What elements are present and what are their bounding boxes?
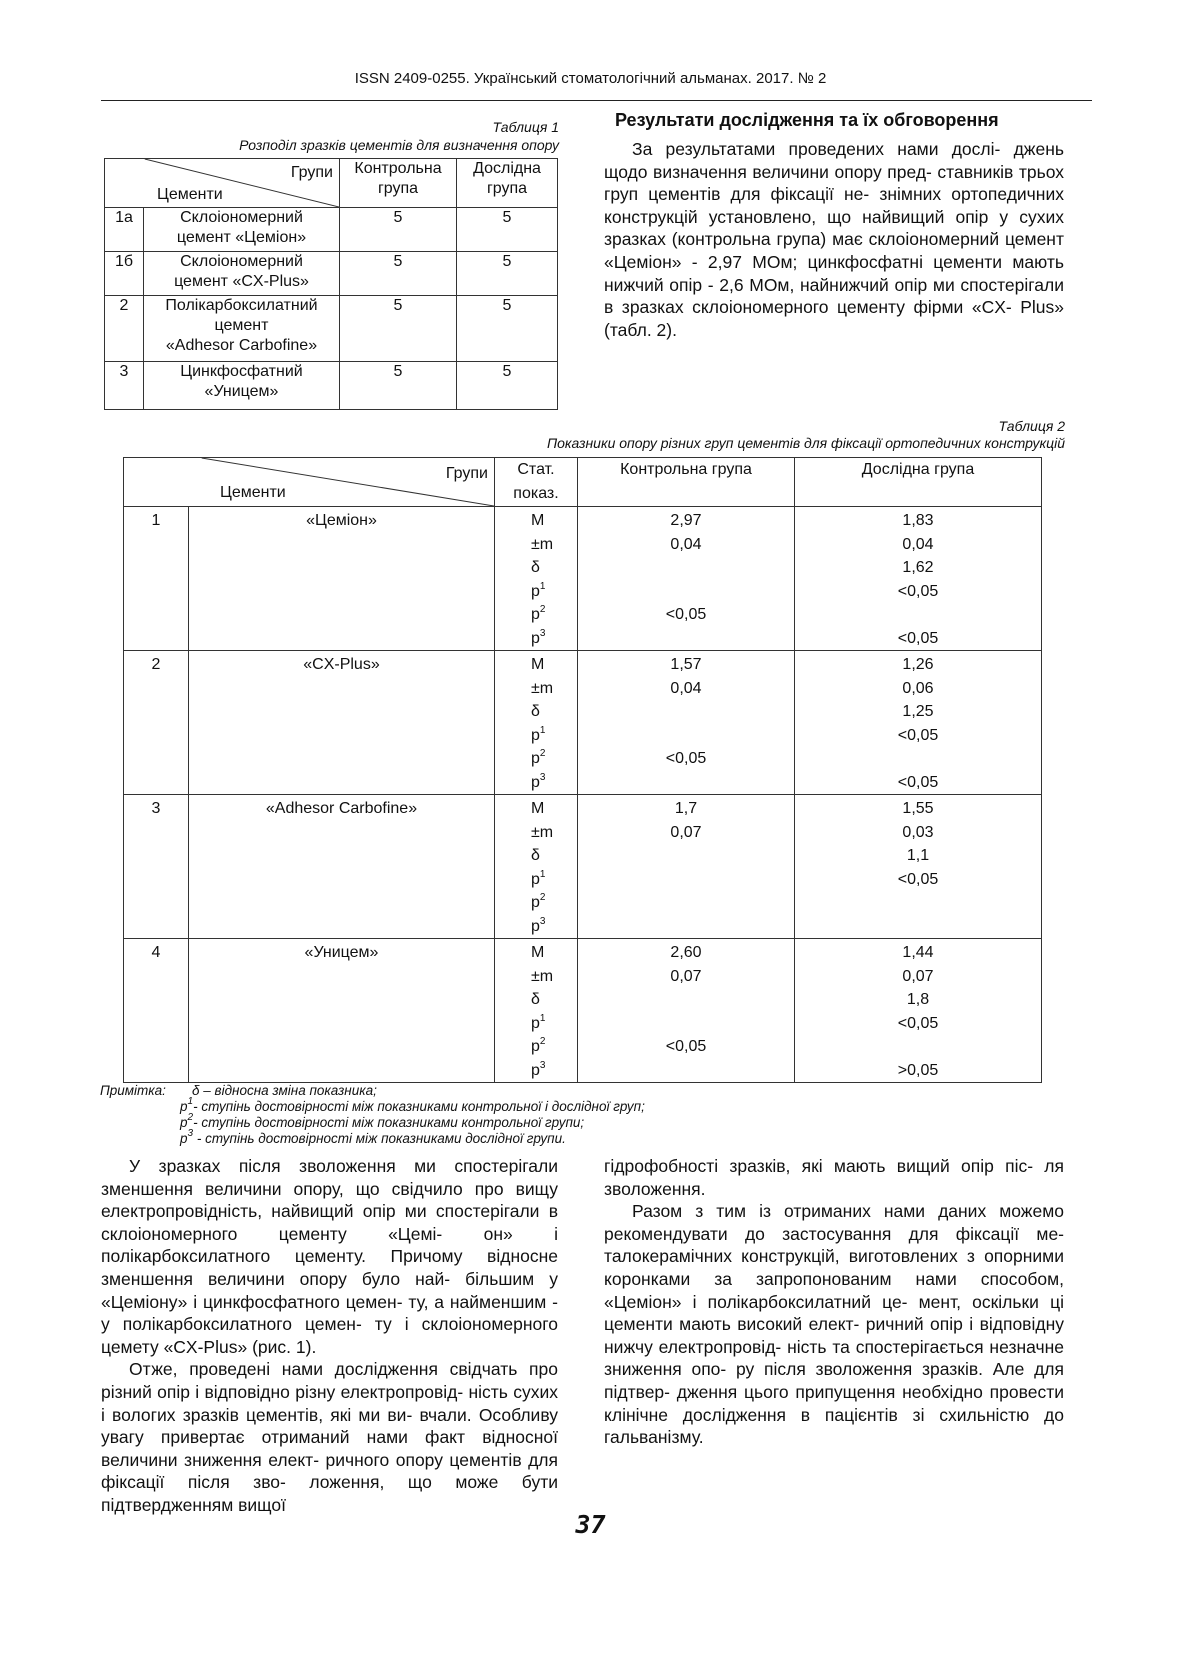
note-symbol: p	[180, 1131, 188, 1146]
stat-value: 1,25	[902, 703, 934, 720]
table2-header-cements: Цементи	[220, 483, 286, 501]
stat-value	[578, 580, 794, 604]
stat-value	[578, 1059, 794, 1083]
stat-value	[578, 556, 794, 580]
stat-value: <0,05	[897, 726, 939, 744]
experimental-values	[795, 651, 1042, 795]
stat-symbol: p	[531, 629, 540, 647]
stat-value: 1,8	[906, 991, 930, 1008]
note-symbol: p	[180, 1115, 188, 1130]
table2-header-groups: Групи	[445, 465, 488, 482]
stat-symbol: p	[531, 1038, 540, 1055]
stat-value: <0,05	[897, 582, 939, 600]
name-line: «Уницем»	[204, 383, 279, 400]
stat-symbol: p	[531, 917, 540, 935]
stat-superscript: 3	[539, 915, 546, 927]
stat-value	[795, 603, 1041, 627]
stat-superscript: 2	[539, 604, 546, 615]
stat-superscript: 3	[539, 771, 546, 783]
stat-value	[578, 915, 794, 939]
stat-value	[578, 700, 794, 724]
stat-label	[531, 677, 577, 701]
stat-symbol: ±m	[531, 535, 554, 553]
note-prefix: Примітка:	[100, 1083, 166, 1098]
body-right-column	[604, 1155, 1064, 1449]
row-id: 1	[124, 507, 189, 651]
cement-name: «Уницем»	[189, 939, 495, 1083]
stat-label	[531, 509, 577, 533]
stat-value	[795, 891, 1041, 915]
stat-value: 0,04	[902, 535, 934, 553]
table-row	[105, 252, 558, 296]
results-paragraph: За результатами проведених нами дослі- джень щодо визначення величини опору пред- ставників трьох груп цементів для фіксації не- знімних ортопедичних конструкцій установлено, що найвищий опір у сухих зразках (контрольна група) має склоіономерний цемент «Цеміон» - 2,97 МОм; цинкфосфатні цементи мають нижчий опір - 2,6 МОм, найнижчий опір ми спостерігали в зразках склоіономерного цементу фірми «CX- Plus» (табл. 2).	[604, 139, 1064, 340]
stat-value	[578, 891, 794, 915]
stat-symbol: p	[531, 894, 540, 911]
stat-symbol: ±m	[531, 967, 554, 985]
table2-caption	[440, 418, 1065, 452]
stat-symbol: M	[531, 656, 545, 673]
stat-value	[578, 844, 794, 868]
experimental-count: 5	[457, 252, 558, 296]
row-id: 4	[124, 939, 189, 1083]
cement-name	[144, 362, 340, 410]
stat-label	[531, 627, 577, 651]
stat-value: 1,7	[674, 800, 698, 817]
stat-symbol: δ	[531, 559, 540, 576]
stat-label	[531, 653, 577, 677]
row-id: 2	[105, 296, 144, 362]
page-number: 37	[575, 1510, 606, 1539]
stat-value	[578, 627, 794, 651]
stat-label	[531, 556, 577, 580]
note-lines	[180, 1083, 645, 1147]
body-paragraph: гідрофобності зразків, які мають вищий опір піс- ля зволоження.	[604, 1156, 1064, 1199]
stat-label	[531, 1012, 577, 1036]
stat-symbol: p	[531, 606, 540, 623]
control-values	[578, 651, 795, 795]
stat-label	[531, 891, 577, 915]
stat-superscript: 2	[539, 748, 546, 759]
stat-labels	[495, 795, 578, 939]
stat-symbol: M	[531, 944, 545, 961]
stat-superscript: 1	[539, 1012, 546, 1024]
body-paragraph: Отже, проведені нами дослідження свідчать про різний опір і відповідно різну електропровід- ність сухих і вологих зразків цементів, які ми ви- вчали. Особливу увагу привертає отриманий нами факт відносної величини зниження елект- ричного опору цементів для фіксації після зво- ложення, що може бути підтвердженням вищої	[101, 1359, 558, 1515]
stat-value: >0,05	[897, 1061, 939, 1079]
note-superscript: 2	[187, 1112, 194, 1123]
table-row	[105, 362, 558, 410]
stat-symbol: p	[531, 1014, 540, 1032]
name-line: Полікарбоксилатний	[165, 297, 318, 314]
stat-value: <0,05	[897, 773, 939, 791]
stat-label	[531, 771, 577, 795]
table1-col-control-l1: Контрольна	[354, 160, 442, 177]
table2-corner-header	[124, 458, 495, 507]
stat-value: 1,55	[902, 800, 934, 817]
stat-label	[531, 868, 577, 892]
stat-symbol: δ	[531, 991, 540, 1008]
name-line: цемент «Цеміон»	[176, 229, 307, 246]
cement-name	[144, 296, 340, 362]
stat-superscript: 3	[539, 1059, 546, 1071]
cement-name: «CX-Plus»	[189, 651, 495, 795]
table2-label: Таблиця 2	[998, 418, 1065, 434]
stat-labels	[495, 507, 578, 651]
note-text: - ступінь достовірності між показниками контрольної групи;	[193, 1115, 585, 1130]
cement-name: «Цеміон»	[189, 507, 495, 651]
stat-label	[531, 1059, 577, 1083]
table1-label: Таблиця 1	[492, 119, 559, 135]
note-line	[180, 1083, 645, 1099]
row-id: 3	[124, 795, 189, 939]
stat-symbol: M	[531, 800, 545, 817]
stat-value: 0,03	[902, 823, 934, 841]
table-row	[124, 939, 1042, 1083]
note-line	[180, 1112, 645, 1131]
stat-superscript: 2	[539, 892, 546, 903]
table2	[123, 457, 1042, 1083]
stat-value	[795, 747, 1041, 771]
table-row	[105, 208, 558, 252]
table-row	[124, 651, 1042, 795]
experimental-values	[795, 939, 1042, 1083]
name-line: «Adhesor Carbofine»	[165, 337, 318, 354]
experimental-values	[795, 507, 1042, 651]
stat-label	[531, 700, 577, 724]
name-line: Склоіономерний	[180, 209, 303, 226]
row-id: 2	[124, 651, 189, 795]
stat-symbol: ±m	[531, 679, 554, 697]
stat-value: 1,44	[902, 944, 934, 961]
stat-label	[531, 965, 577, 989]
stat-symbol: p	[531, 870, 540, 888]
table-row	[124, 795, 1042, 939]
note-text: – відносна зміна показника;	[199, 1083, 377, 1098]
control-count: 5	[340, 252, 457, 296]
stat-superscript: 1	[539, 724, 546, 736]
note-line	[180, 1128, 645, 1147]
stat-value: 0,07	[670, 823, 702, 841]
results-heading: Результати дослідження та їх обговорення	[615, 110, 999, 130]
stat-symbol: p	[531, 582, 540, 600]
stat-value: <0,05	[665, 1038, 707, 1055]
body-left-column	[101, 1155, 558, 1517]
table1-col-control-l2: група	[377, 180, 419, 197]
experimental-count: 5	[457, 362, 558, 410]
name-line: Цинкфосфатний	[180, 363, 303, 380]
stat-symbol: ±m	[531, 823, 554, 841]
control-values	[578, 795, 795, 939]
stat-value	[578, 724, 794, 748]
stat-value: 0,04	[670, 679, 702, 697]
table2-col-stat	[495, 458, 578, 507]
stat-superscript: 1	[539, 580, 546, 592]
stat-value: 1,1	[906, 847, 930, 864]
stat-value: <0,05	[897, 870, 939, 888]
table1-caption	[101, 118, 559, 154]
note-symbol: δ	[192, 1083, 200, 1098]
table-row	[105, 296, 558, 362]
stat-symbol: p	[531, 750, 540, 767]
col-stat-l2: показ.	[513, 484, 559, 502]
cement-name	[144, 252, 340, 296]
note-superscript: 1	[187, 1096, 194, 1107]
stat-superscript: 3	[539, 627, 546, 639]
stat-symbol: M	[531, 512, 545, 529]
table1-title: Розподіл зразків цементів для визначення опору	[239, 137, 559, 153]
stat-label	[531, 844, 577, 868]
cement-name	[144, 208, 340, 252]
note-line	[180, 1096, 645, 1115]
table1-corner-header	[105, 159, 340, 208]
stat-value: 1,83	[902, 512, 934, 529]
note-symbol: p	[180, 1099, 188, 1114]
note-text: - ступінь достовірності між показниками контрольної і дослідної груп;	[193, 1099, 645, 1114]
stat-symbol: p	[531, 773, 540, 791]
name-line: Склоіономерний	[180, 253, 303, 270]
stat-symbol: p	[531, 726, 540, 744]
stat-value	[795, 1035, 1041, 1059]
journal-header: ISSN 2409-0255. Український стоматологічний альманах. 2017. № 2	[354, 70, 827, 87]
table2-col-control: Контрольна група	[578, 458, 795, 507]
stat-label	[531, 580, 577, 604]
table1-col-exp-l1: Дослідна	[473, 160, 541, 177]
table2-col-experimental: Дослідна група	[795, 458, 1042, 507]
stat-value	[578, 868, 794, 892]
body-paragraph: Разом з тим із отриманих нами даних можемо рекомендувати до застосування для фіксації ме- талокерамічних конструкцій, виготовлених з опорними коронками за запропонованим нами способом, «Цеміон» і полікарбоксилатний це- мент, оскільки ці цементи мають високий елект- ричний опір і відповідну нижчу електропровід- ність та спостерігається незначне зниження опо- ру після зволоження зразків. Але для підтвер- дження цього припущення необхідно провести клінічне дослідження в пацієнтів зі схильністю до гальванізму.	[604, 1201, 1064, 1448]
stat-symbol: p	[531, 1061, 540, 1079]
name-line: цемент «CX-Plus»	[174, 273, 309, 290]
control-count: 5	[340, 208, 457, 252]
stat-value: 0,04	[670, 535, 702, 553]
table2-title: Показники опору різних груп цементів для фіксації ортопедичних конструкцій	[546, 435, 1065, 451]
stat-value: 0,07	[902, 967, 934, 985]
row-id: 1а	[105, 208, 144, 252]
stat-value	[578, 1012, 794, 1036]
body-paragraph: У зразках після зволоження ми спостерігали зменшення величини опору, що свідчило про вищу електропровідність, найвищий опір ми спостерігали в склоіономерного цементу «Цемі- он» і полікарбоксилатного цементу. Причому відносне зменшення величини опору було най- більшим у «Цеміону» і цинкфосфатного цемен- ту, а найменшим - у полікарбоксилатного цемен- ту і склоіономерного цемету «CX-Plus» (рис. 1).	[101, 1156, 558, 1357]
stat-label	[531, 915, 577, 939]
stat-value: <0,05	[897, 629, 939, 647]
stat-value: 0,06	[902, 679, 934, 697]
experimental-count: 5	[457, 296, 558, 362]
stat-label	[531, 821, 577, 845]
stat-label	[531, 747, 577, 771]
stat-label	[531, 724, 577, 748]
stat-superscript: 1	[539, 868, 546, 880]
table1-header-cements: Цементи	[157, 186, 223, 203]
stat-symbol: δ	[531, 703, 540, 720]
stat-label	[531, 1035, 577, 1059]
stat-label	[531, 533, 577, 557]
stat-label	[531, 603, 577, 627]
stat-value: 1,57	[670, 656, 702, 673]
table1-col-exp-l2: група	[486, 180, 528, 197]
stat-value: <0,05	[897, 1014, 939, 1032]
stat-label	[531, 941, 577, 965]
table1-col-control	[340, 159, 457, 208]
note-text: - ступінь достовірності між показниками дослідної групи.	[193, 1131, 566, 1146]
stat-value: 1,26	[902, 656, 934, 673]
stat-value	[578, 988, 794, 1012]
control-count: 5	[340, 362, 457, 410]
note-superscript: 3	[187, 1128, 194, 1139]
row-id: 3	[105, 362, 144, 410]
row-id: 1б	[105, 252, 144, 296]
experimental-values	[795, 795, 1042, 939]
stat-label	[531, 988, 577, 1012]
stat-labels	[495, 651, 578, 795]
stat-superscript: 2	[539, 1036, 546, 1047]
stat-value: <0,05	[665, 606, 707, 623]
stat-value: 1,62	[902, 559, 934, 576]
stat-label	[531, 797, 577, 821]
cement-name: «Adhesor Carbofine»	[189, 795, 495, 939]
stat-value: <0,05	[665, 750, 707, 767]
stat-value: 0,07	[670, 967, 702, 985]
stat-labels	[495, 939, 578, 1083]
experimental-count: 5	[457, 208, 558, 252]
stat-value: 2,60	[670, 944, 702, 961]
stat-value	[795, 915, 1041, 939]
stat-value: 2,97	[670, 512, 702, 529]
control-count: 5	[340, 296, 457, 362]
name-line: цемент	[214, 317, 269, 334]
stat-value	[578, 771, 794, 795]
control-values	[578, 507, 795, 651]
table1-col-experimental	[457, 159, 558, 208]
control-values	[578, 939, 795, 1083]
table1	[104, 158, 558, 410]
col-stat-l1: Стат.	[517, 461, 555, 478]
header-rule	[101, 100, 1092, 101]
stat-symbol: δ	[531, 847, 540, 864]
table1-header-groups: Групи	[290, 164, 333, 181]
table-row	[124, 507, 1042, 651]
